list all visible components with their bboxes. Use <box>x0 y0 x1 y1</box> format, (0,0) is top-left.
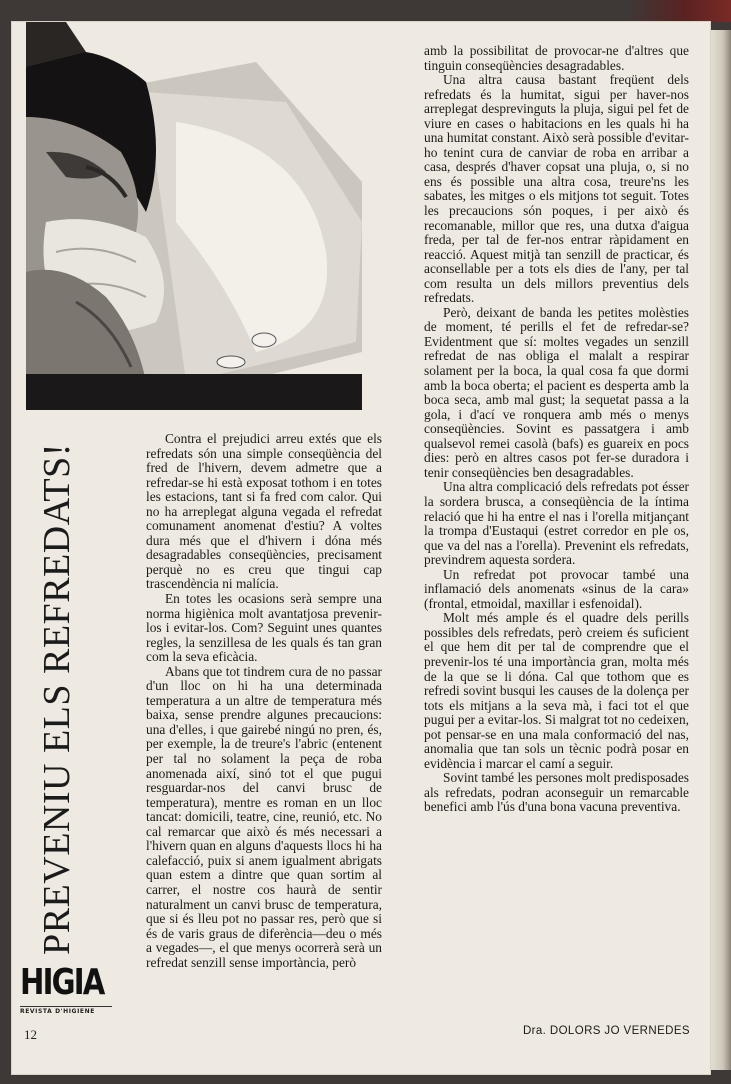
article-title-text: PREVENIU ELS REFREDATS! <box>36 443 78 955</box>
author-byline: Dra. DOLORS JO VERNEDES <box>522 1025 690 1037</box>
paragraph: amb la possibilitat de provocar-ne d'altres que tinguin conseqüències desagradables. <box>424 43 689 73</box>
paragraph: Una altra complicació dels refredats pot ésser la sordera brusca, a conseqüència de la íntima relació que hi ha entre el nas i l'orella mitjançant la trompa d'Eustaqui (estret corredor en ple os, que va del nas a l'orella). Prevenint els refredats, previndrem aquesta sordera. <box>424 479 689 568</box>
sneezing-woman-illustration <box>26 22 362 410</box>
right-column <box>424 44 689 815</box>
paragraph: Un refredat pot provocar també una inflamació dels anomenats «sinus de la cara» (frontal, etmoidal, maxillar i esfenoidal). <box>424 566 689 611</box>
logo-wordmark: HIGIA <box>20 962 104 1003</box>
book-spine <box>628 0 731 22</box>
higia-logo <box>20 962 112 1020</box>
page-number: 12 <box>24 1027 37 1042</box>
paragraph: Una altra causa bastant freqüent dels refredats és la humitat, sigui per haver-nos arreplegat desprevinguts la pluja, sigui pel fet de viure en cases o habitacions en les quals hi ha una humitat constant. Això serà possible d'evitar-ho tenint cura de canviar de roba en arribar a casa, després d'haver copsat una pluja, o, si no ens és possible una altra cosa, treure'ns les sabates, les mitges o els mitjons tot seguit. Totes les precaucions són poques, i per això és recomanable, millor que res, una dutxa d'aigua freda, per tal de fer-nos entrar ràpidament en reacció. Aquest mitjà tan senzill de practicar, és aconsellable per a tots els dies de l'any, per tal com resulta un dels millors preventius dels refredats. <box>424 72 689 306</box>
paragraph: Abans que tot tindrem cura de no passar d'un lloc on hi ha una determinada temperatura a un altre de temperatura més baixa, sense prendre algunes precaucions: una d'elles, i que gairebé ningú no pren, és, per exemple, la de treure's l'abric (entenent per tal no solament la peça de roba anomenada així, sinó tot el que pugui resguardar-nos del canvi brusc de temperatura), mentre es roman en un lloc tancat: domicili, teatre, cine, reunió, etc. No cal remarcar que això és més necessari a l'hivern quan en alguns d'aquests llocs hi ha calefacció, puix si anem igualment abrigats quan estem a dintre que quan sortim al carrer, el nostre cos haurà de sentir naturalment un canvi brusc de temperatura, que si és lleu pot no passar res, però que si és de varis graus de diferència—deu o més a vegades—, el que menys ocorrerà serà un refredat senzill sense importància, però <box>146 663 382 970</box>
left-column <box>146 432 382 970</box>
paragraph: Sovint també les persones molt predisposades als refredats, podran aconseguir un remarcable benefici amb l'ús d'una bona vacuna preventiva. <box>424 770 689 815</box>
paragraph: En totes les ocasions serà sempre una norma higiènica molt avantatjosa prevenir-los i evitar-los. Com? Seguint unes quantes regles, la senzillesa de les quals és tan gran com la seva eficàcia. <box>146 591 382 665</box>
page-edge <box>710 30 731 1070</box>
logo-subtitle: REVISTA D'HIGIENE <box>20 1006 112 1018</box>
paragraph: Contra el prejudici arreu extés que els refredats són una simple conseqüència del fred de l'hivern, devem admetre que a refredar-se hi està exposat tothom i en totes les estacions, tant si fa fred com calor. Qui no ha arreplegat alguna vegada el refredat comunament anomenat d'estiu? A voltes dura més que el d'hivern i dóna més desagradables conseqüències, precisament perquè no es creu que tingui cap trascendència ni malícia. <box>146 431 382 592</box>
magazine-page <box>12 22 710 1074</box>
paragraph: Però, deixant de banda les petites molèsties de moment, té perills el fet de refredar-se? Evidentment que sí: moltes vegades un senzill refredat de nas obliga el malalt a respirar solament per la boca, la qual cosa fa que dormi amb la boca oberta; el pacient es desperta amb la boca seca, amb mal gust; la sequetat passa a la gola, i d'ací ve ronquera amb més o menys conseqüències. Sovint es passatgera i amb qualsevol remei casolà (bafs) es guareix en pocs dies: però en altres casos pot fer-se duradora i tenir conseqüències ben desagradables. <box>424 304 689 480</box>
article-title <box>32 422 82 977</box>
paragraph: Molt més ample és el quadre dels perills possibles dels refredats, però creiem és suficient el que hem dit per tal de comprendre que el prevenir-los té una importància gran, molta més de la que se li dóna. Cal que tothom que es refredi sovint busqui les causes de la dolença per tots els mitjans a la seva mà, i faci tot el que pugui per a evitar-los. Si malgrat tot no cedeixen, pot pensar-se en una mala conformació del nas, anomalia que tan sols un tècnic podrà posar en evidència i marcar el camí a seguir. <box>424 610 689 771</box>
